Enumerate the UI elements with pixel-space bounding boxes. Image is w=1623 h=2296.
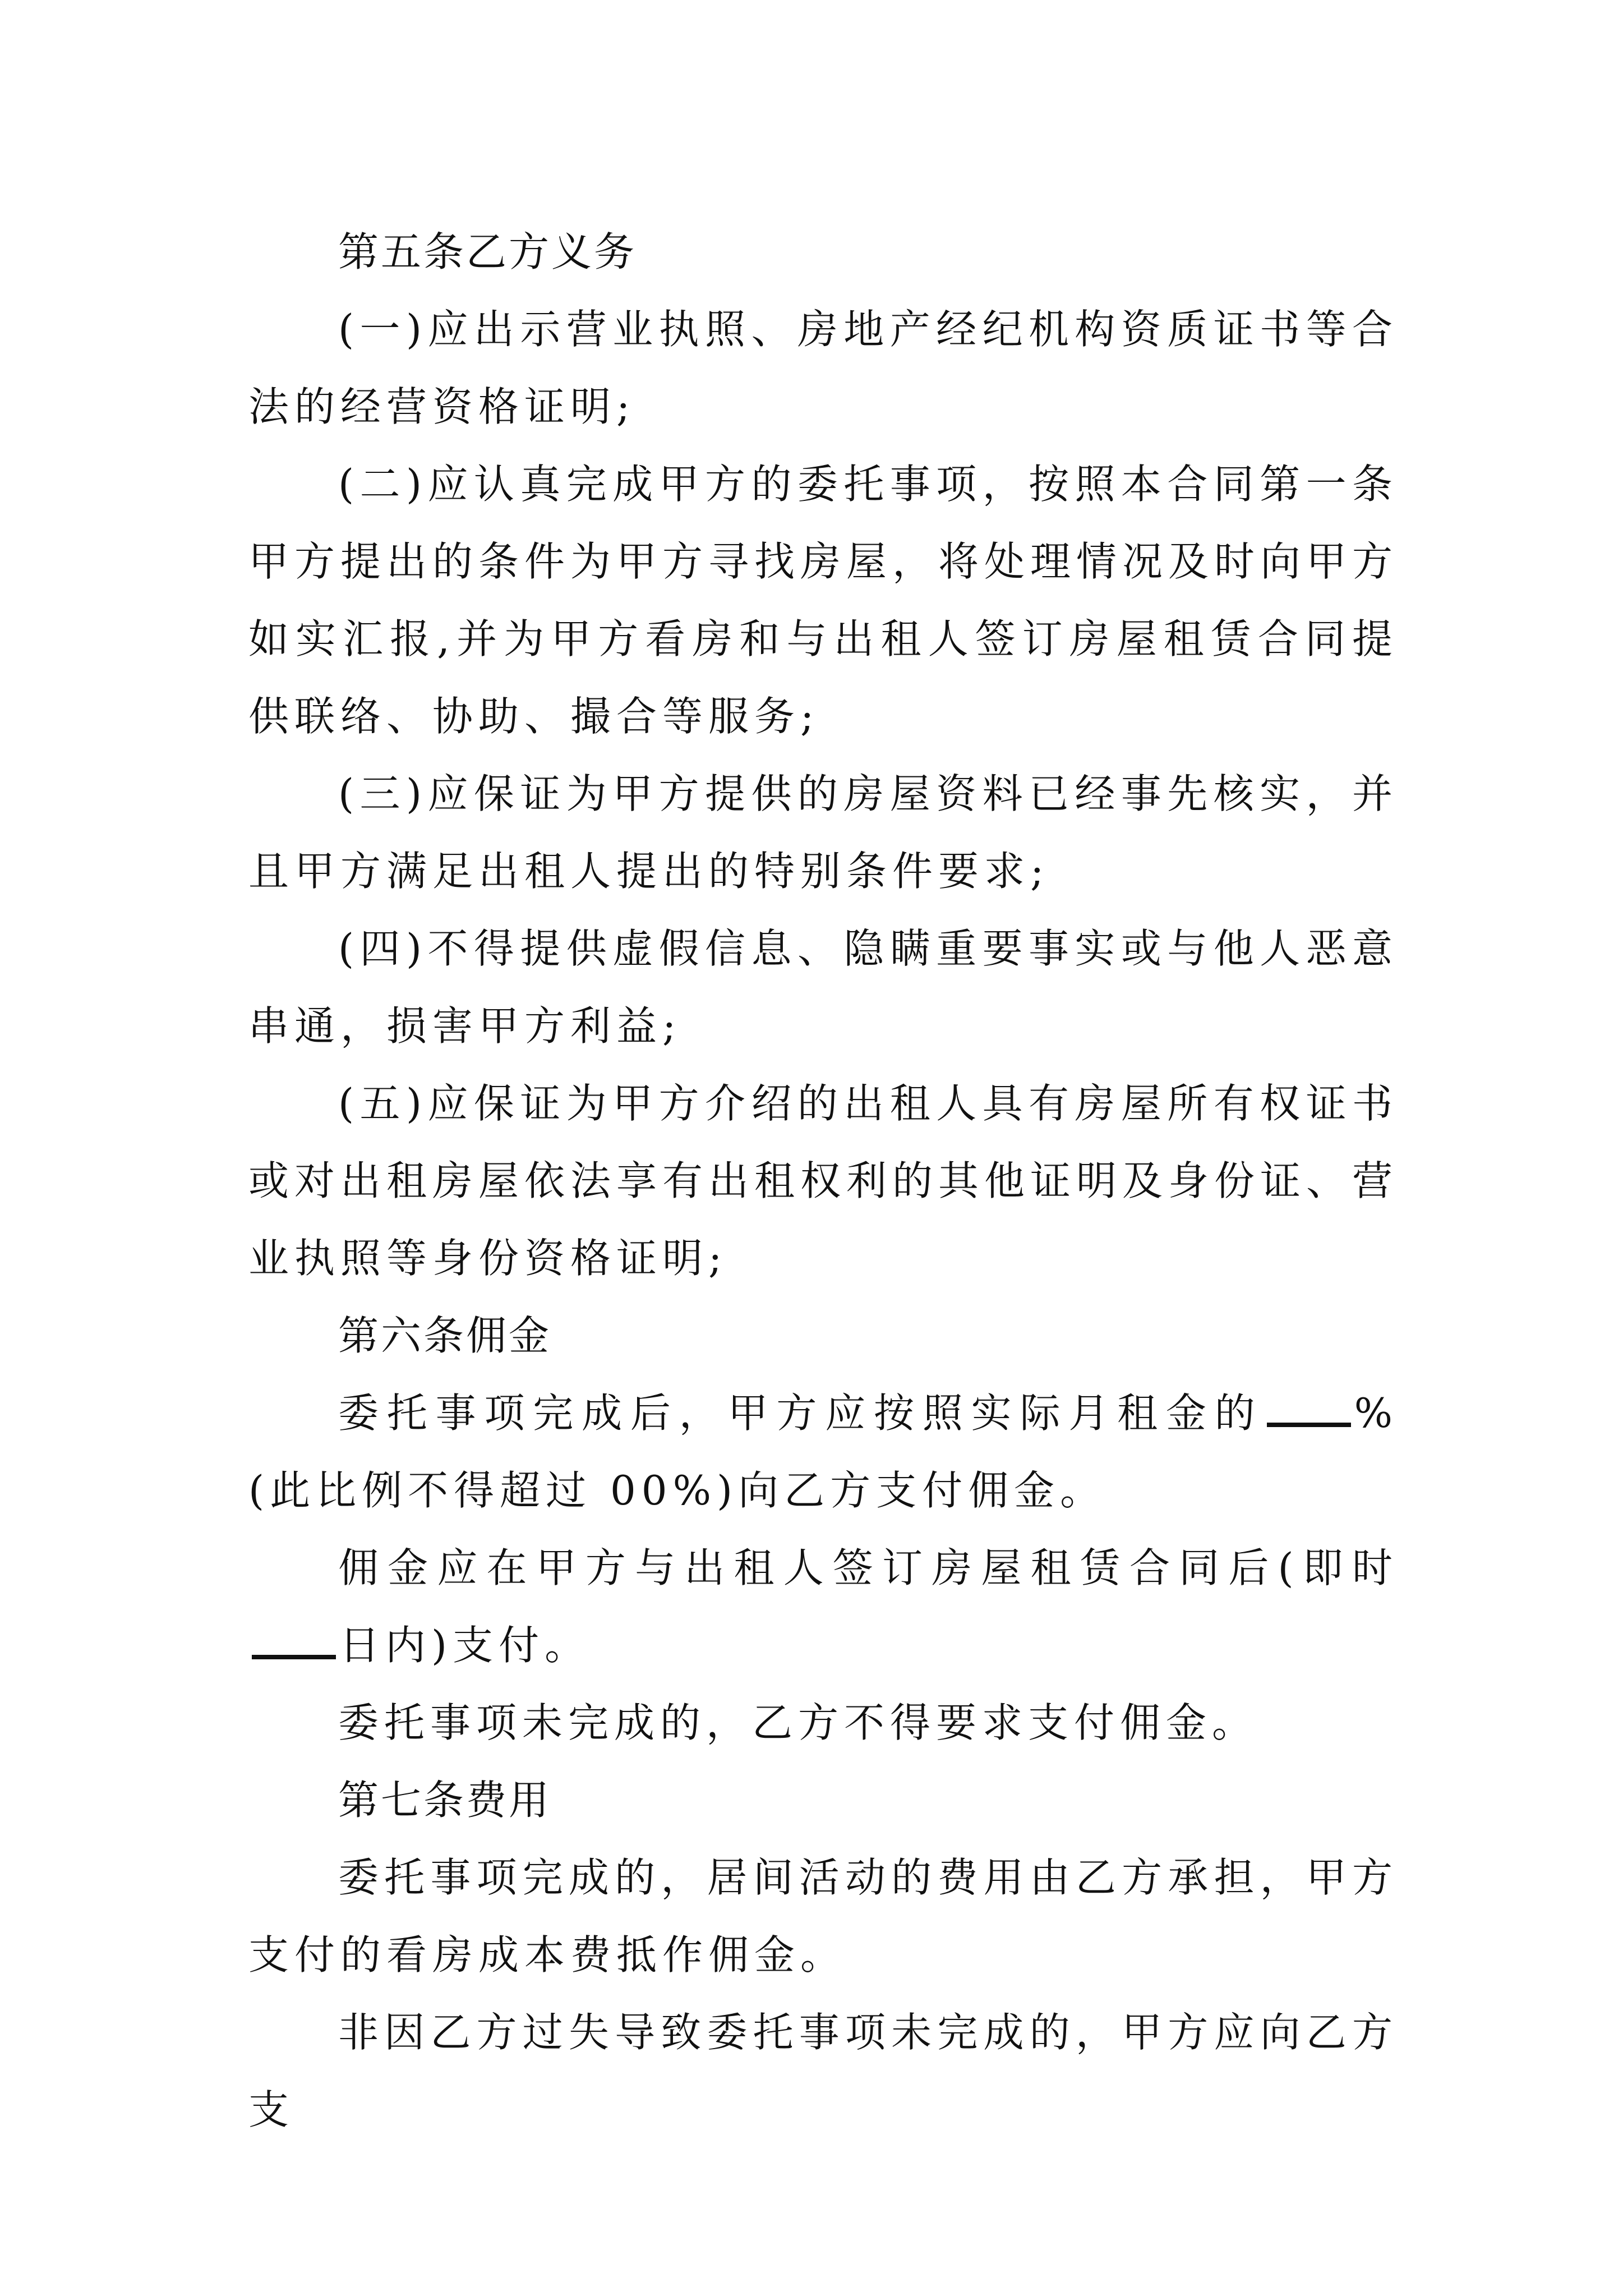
commission-timing-text-after: 日内)支付。 [339, 1622, 591, 1669]
paragraph-article-5-item-2: (二)应认真完成甲方的委托事项，按照本合同第一条甲方提出的条件为甲方寻找房屋，将处理情况及时向甲方如实汇报,并为甲方看房和与出租人签订房屋租赁合同提供联络、协助、撮合等服务; [248, 461, 1399, 740]
section-heading-article-6: 第六条佣金 [338, 1312, 552, 1359]
commission-timing-text-before: 佣金应在甲方与出租人签订房屋租赁合同后(即时 [338, 1544, 1398, 1591]
commission-days-blank [252, 1651, 336, 1659]
section-heading-article-5: 第五条乙方义务 [338, 228, 637, 275]
paragraph-commission-rate [248, 1374, 1398, 1529]
commission-rate-blank [1267, 1419, 1351, 1427]
paragraph-commission-timing [248, 1529, 1398, 1684]
section-heading-article-7: 第七条费用 [338, 1777, 552, 1824]
commission-rate-text-after: %(此比例不得超过 00%)向乙方支付佣金。 [248, 1389, 1398, 1514]
commission-rate-text-before: 委托事项完成后，甲方应按照实际月租金的 [338, 1389, 1264, 1437]
paragraph-article-5-item-1: (一)应出示营业执照、房地产经纪机构资质证书等合法的经营资格证明; [248, 306, 1398, 430]
paragraph-article-5-item-3: (三)应保证为甲方提供的房屋资料已经事先核实，并且甲方满足出租人提出的特别条件要求; [248, 770, 1398, 895]
document-body [248, 213, 1398, 2148]
paragraph-fees-not-completed: 非因乙方过失导致委托事项未完成的，甲方应向乙方支 [248, 2009, 1398, 2133]
paragraph-fees-completed: 委托事项完成的，居间活动的费用由乙方承担，甲方支付的看房成本费抵作佣金。 [248, 1854, 1398, 1978]
paragraph-article-5-item-4: (四)不得提供虚假信息、隐瞒重要事实或与他人恶意串通，损害甲方利益; [248, 925, 1398, 1050]
paragraph-article-5-item-5: (五)应保证为甲方介绍的出租人具有房屋所有权证书或对出租房屋依法享有出租权利的其他证明及身份证、营业执照等身份资格证明; [248, 1080, 1399, 1282]
paragraph-commission-unfinished: 委托事项未完成的，乙方不得要求支付佣金。 [338, 1699, 1258, 1746]
